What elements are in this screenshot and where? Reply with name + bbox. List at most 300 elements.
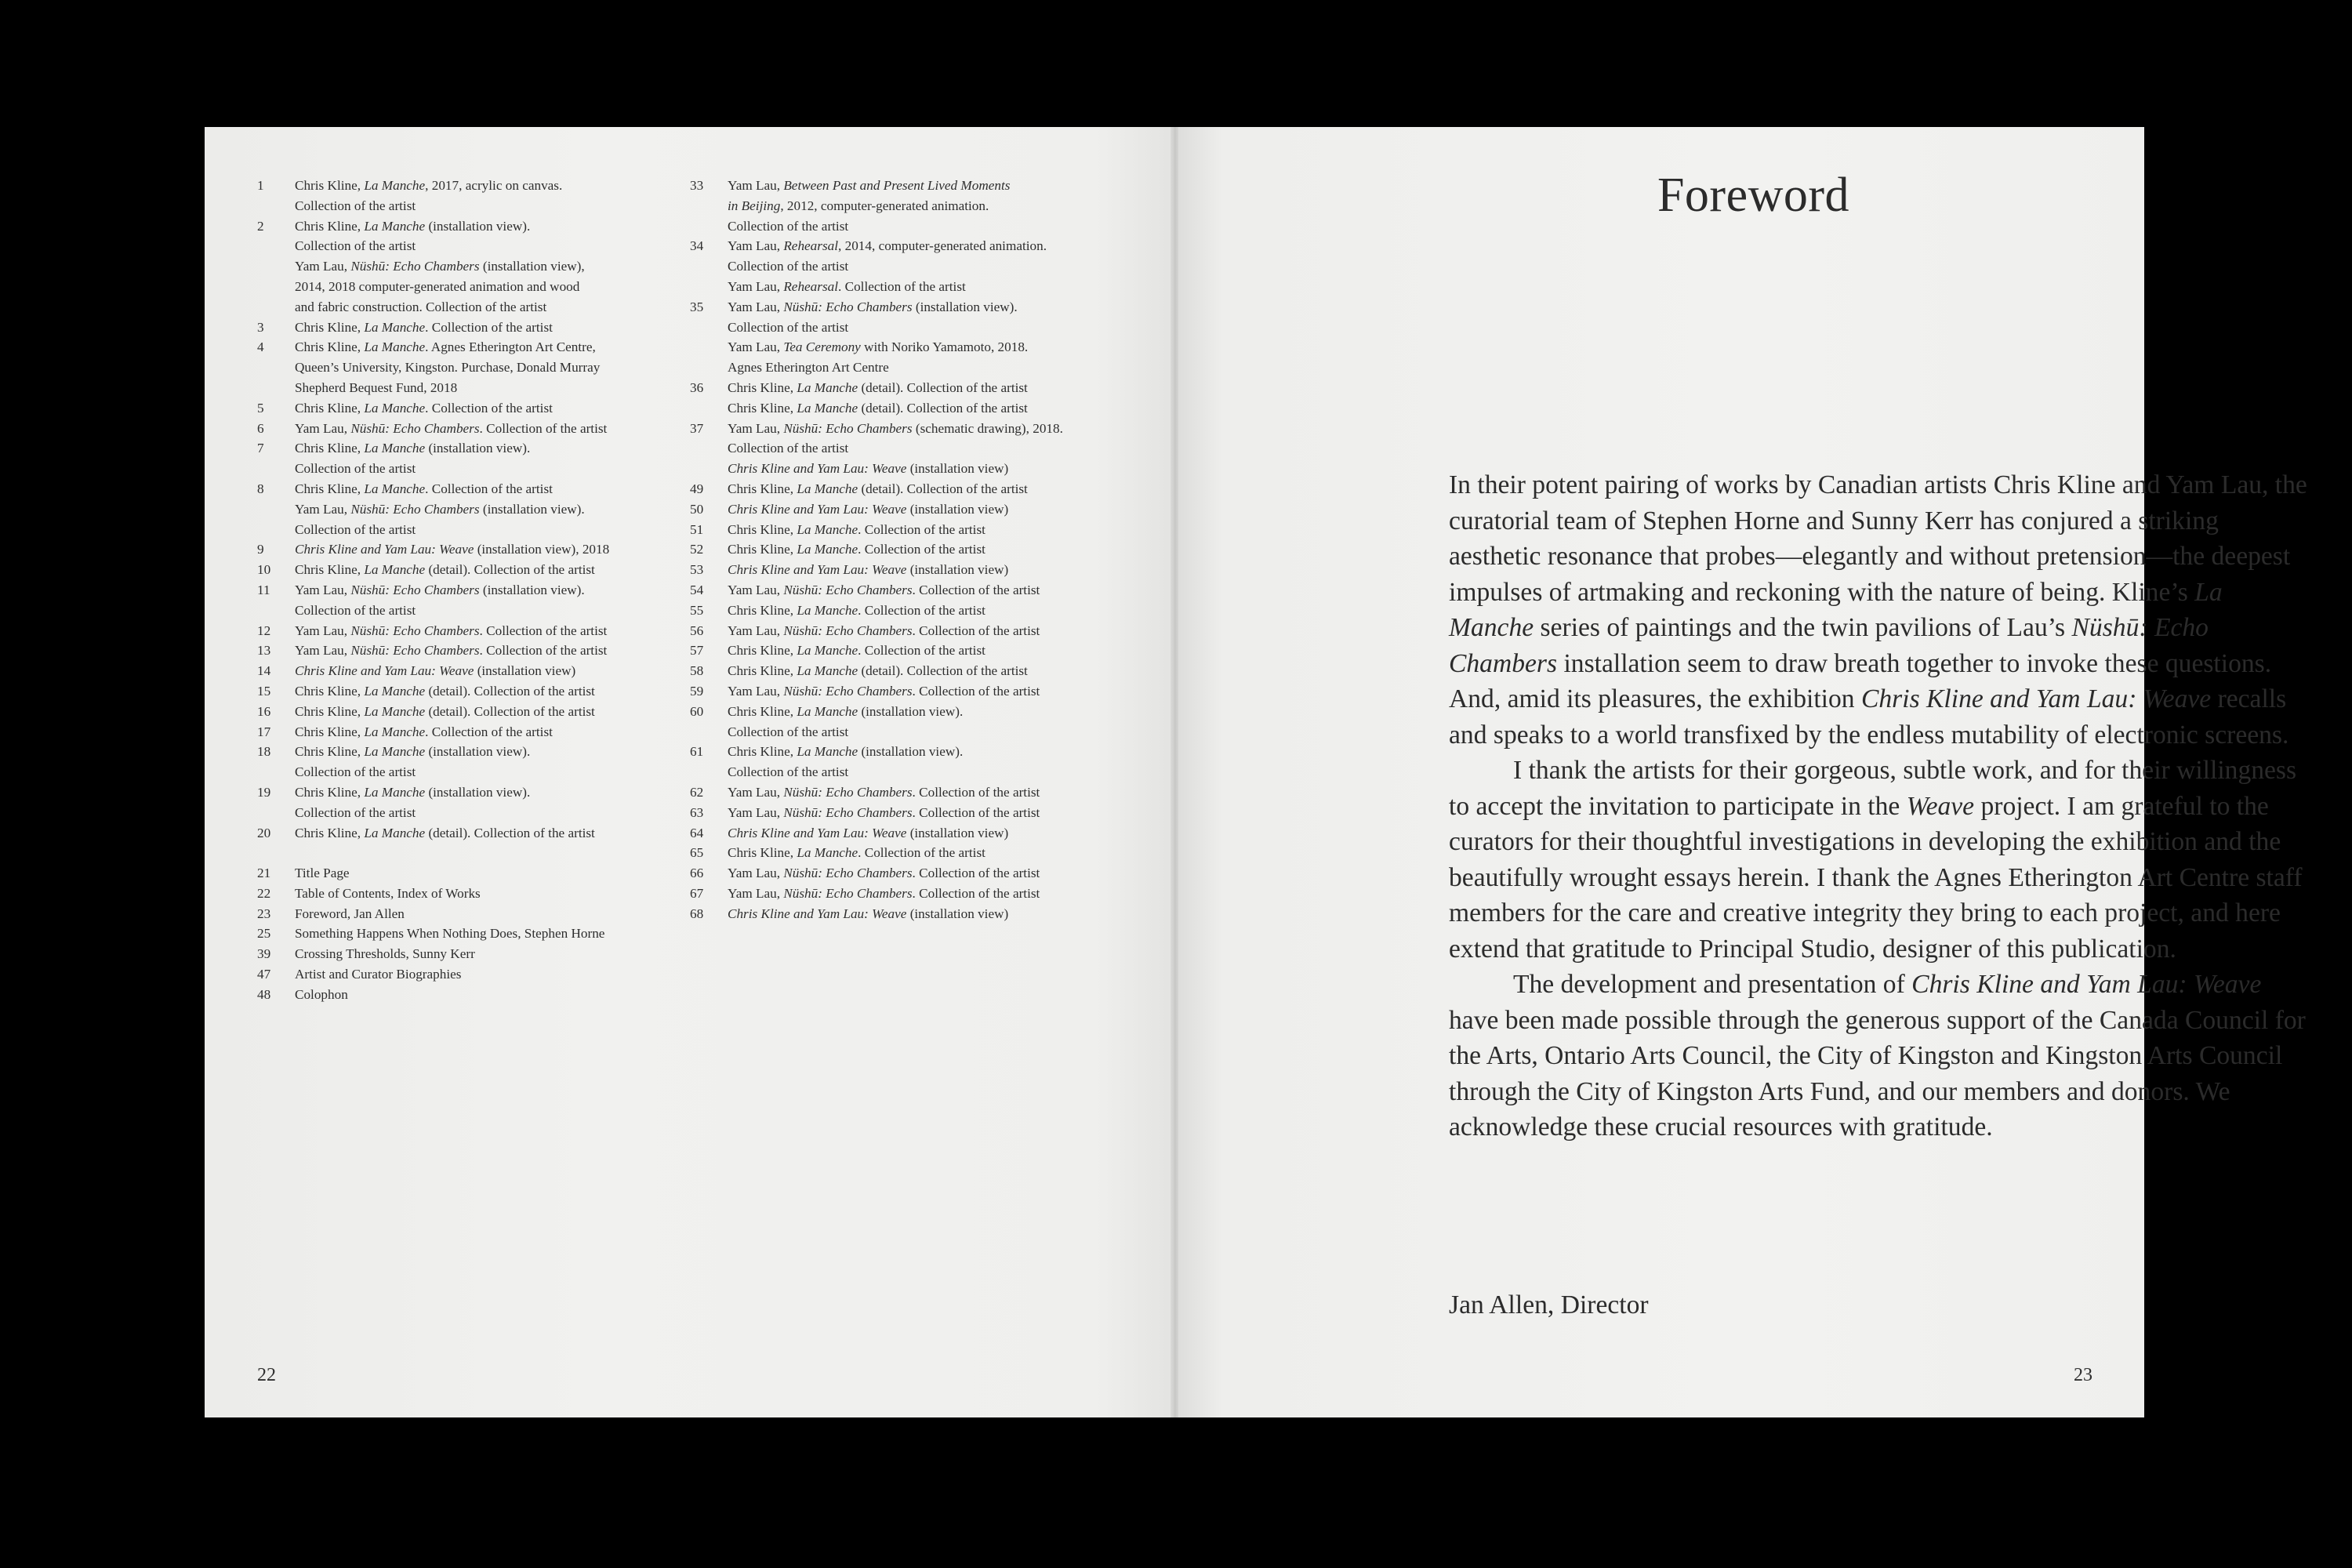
entry-caption	[728, 782, 1129, 803]
italic-title-text: Nüshū: Echo Chambers	[783, 420, 913, 436]
index-entry	[257, 539, 665, 560]
text-fragment: Yam Lau,	[295, 582, 351, 597]
entry-caption	[728, 378, 1129, 419]
italic-title-text: Chris Kline and Yam Lau: Weave	[728, 562, 907, 578]
index-entry	[257, 702, 665, 722]
text-fragment: . Agnes Etherington Art Centre, Queen’s University, Kingston. Purchase, Donald Murray Shepherd Bequest Fund, 2018	[295, 339, 601, 395]
text-fragment: (installation view). Collection of the artist	[728, 703, 964, 739]
text-fragment: . Collection of the artist	[858, 845, 985, 861]
entry-page-number: 13	[257, 643, 271, 659]
entry-page-number: 23	[257, 906, 271, 921]
left-page	[205, 127, 1174, 1417]
index-entry	[257, 560, 665, 580]
italic-title-text: La Manche	[364, 562, 426, 578]
italic-title-text: La Manche	[797, 521, 858, 537]
text-fragment: installation seem to draw breath together to invoke these questions. And, amid its pleasures, the exhibition	[1449, 648, 2272, 713]
italic-title-text: Chris Kline and Yam Lau: Weave	[728, 461, 907, 477]
index-entry	[690, 539, 1129, 560]
entry-page-number: 68	[690, 906, 704, 921]
index-entry	[257, 904, 665, 924]
index-entry	[690, 176, 1129, 236]
text-fragment: Yam Lau,	[728, 299, 784, 314]
entry-caption: Title Page	[295, 866, 350, 881]
entry-caption	[728, 176, 1129, 236]
text-fragment: , 2012, computer-generated animation. Collection of the artist	[728, 198, 989, 234]
entry-caption	[295, 580, 665, 621]
text-fragment: Chris Kline,	[295, 825, 365, 840]
index-entry	[690, 378, 1129, 419]
index-entry	[257, 479, 665, 539]
text-fragment: (installation view). Collection of the artist Yam Lau,	[728, 299, 1018, 355]
foreword-paragraph	[1449, 753, 2311, 967]
text-fragment: In their potent pairing of works by Canadian artists Chris Kline and Yam Lau, the curatorial team of Stephen Horne and Sunny Kerr has conjured a striking aesthetic resonance that probes—elegantly and without pretension—the deepest impulses of artmaking and reckoning with the nature of being. Kline’s	[1449, 470, 2307, 607]
italic-title-text: Chris Kline and Yam Lau: Weave	[295, 542, 474, 557]
index-entry	[690, 782, 1129, 803]
entry-page-number: 49	[690, 481, 704, 496]
entry-caption	[728, 479, 1129, 499]
entry-caption	[728, 742, 1129, 782]
italic-title-text: La Manche	[364, 319, 426, 335]
foreword-paragraph	[1449, 967, 2311, 1145]
index-entry	[690, 560, 1129, 580]
text-fragment: (installation view)	[906, 501, 1009, 517]
entry-page-number: 54	[690, 582, 704, 597]
text-fragment: Chris Kline,	[295, 400, 365, 416]
entry-page-number: 17	[257, 724, 271, 739]
text-fragment: (installation view)	[474, 663, 576, 679]
entry-page-number: 57	[690, 643, 704, 659]
entry-caption	[728, 419, 1129, 479]
entry-caption	[728, 823, 1129, 844]
entry-caption	[295, 318, 665, 338]
entry-caption	[728, 702, 1129, 742]
italic-title-text: La Manche	[364, 441, 426, 456]
text-fragment: (detail). Collection of the artist	[425, 683, 595, 699]
text-fragment: Chris Kline,	[728, 643, 797, 659]
index-of-works-list	[257, 176, 665, 843]
entry-caption	[295, 560, 665, 580]
index-entry	[690, 742, 1129, 782]
entry-page-number: 36	[690, 379, 704, 395]
entry-caption	[728, 297, 1129, 378]
entry-caption: Table of Contents, Index of Works	[295, 885, 481, 901]
text-fragment: . Collection of the artist	[912, 683, 1040, 699]
entry-page-number: 50	[690, 501, 704, 517]
italic-title-text: Nüshū: Echo Chambers	[783, 622, 913, 638]
index-entry	[257, 681, 665, 702]
entry-caption	[728, 661, 1129, 681]
index-entry	[690, 499, 1129, 520]
italic-title-text: Nüshū: Echo Chambers	[783, 582, 913, 597]
booklet-spread	[205, 127, 2307, 1417]
index-entry	[690, 884, 1129, 904]
text-fragment: (detail). Collection of the artist	[858, 481, 1028, 496]
foreword-paragraph	[1449, 467, 2311, 753]
text-fragment: . Collection of the artist	[858, 542, 985, 557]
text-fragment: (schematic drawing), 2018. Collection of the artist	[728, 420, 1063, 456]
text-fragment: Yam Lau,	[728, 238, 784, 254]
italic-title-text: La Manche	[797, 602, 858, 618]
entry-page-number: 62	[690, 784, 704, 800]
italic-title-text: La Manche	[364, 339, 426, 355]
entry-page-number: 56	[690, 622, 704, 638]
text-fragment: (detail). Collection of the artist Chris Kline,	[728, 379, 1028, 416]
index-entry	[690, 681, 1129, 702]
right-page	[1174, 127, 2307, 1417]
italic-title-text: La Manche	[797, 379, 858, 395]
index-of-works-list-continued	[690, 176, 1129, 924]
text-fragment: Chris Kline,	[295, 441, 365, 456]
italic-title-text: La Manche	[797, 845, 858, 861]
entry-page-number: 60	[690, 703, 704, 719]
entry-page-number: 39	[257, 946, 271, 962]
entry-page-number: 10	[257, 562, 271, 578]
entry-caption	[728, 580, 1129, 601]
index-entry	[257, 419, 665, 439]
text-fragment: (installation view). Collection of the artist	[728, 744, 964, 780]
italic-title-text: Chris Kline and Yam Lau: Weave	[295, 663, 474, 679]
italic-title-text: Rehearsal	[783, 238, 839, 254]
text-fragment: . Collection of the artist	[858, 521, 985, 537]
entry-page-number: 48	[257, 986, 271, 1002]
index-entry	[257, 782, 665, 823]
entry-caption	[295, 216, 665, 318]
list-spacer	[257, 843, 665, 863]
entry-page-number: 58	[690, 663, 704, 679]
entry-caption	[295, 621, 665, 641]
index-entry	[690, 702, 1129, 742]
text-fragment: (installation view). Collection of the artist	[295, 441, 531, 477]
italic-title-text: Nüshū: Echo Chambers	[350, 501, 480, 517]
text-fragment: (installation view). Collection of the artist	[295, 744, 531, 780]
text-fragment: Yam Lau,	[728, 804, 784, 820]
entry-page-number: 33	[690, 178, 704, 193]
text-fragment: Yam Lau,	[295, 643, 351, 659]
italic-title-text: Nüshū: Echo Chambers	[783, 683, 913, 699]
entry-caption	[295, 722, 665, 742]
index-entry	[257, 944, 665, 964]
text-fragment: Chris Kline,	[295, 218, 365, 234]
entry-caption	[295, 398, 665, 419]
italic-title-text: Nüshū: Echo Chambers	[1449, 613, 2209, 678]
entry-caption	[295, 479, 665, 539]
entry-caption	[295, 661, 665, 681]
text-fragment: Yam Lau,	[728, 178, 784, 193]
italic-title-text: La Manche	[364, 724, 426, 739]
index-entry	[257, 641, 665, 661]
text-fragment: . Collection of the artist	[479, 622, 608, 638]
index-entry	[257, 621, 665, 641]
text-fragment: Yam Lau,	[728, 622, 784, 638]
text-fragment: Chris Kline,	[728, 663, 797, 679]
entry-page-number: 64	[690, 825, 704, 840]
entry-page-number: 15	[257, 683, 271, 699]
text-fragment: Yam Lau,	[728, 582, 784, 597]
page-number-right: 23	[2074, 1365, 2092, 1385]
italic-title-text: Nüshū: Echo Chambers	[783, 885, 913, 901]
entry-page-number: 3	[257, 319, 264, 335]
italic-title-text: Nüshū: Echo Chambers	[350, 420, 480, 436]
index-entry	[257, 884, 665, 904]
italic-title-text: Chris Kline and Yam Lau: Weave	[1911, 970, 2262, 999]
italic-title-text: La Manche	[797, 481, 858, 496]
text-fragment: Chris Kline,	[728, 542, 797, 557]
text-fragment: Yam Lau,	[728, 866, 784, 881]
italic-title-text: La Manche	[797, 703, 858, 719]
text-fragment: (installation view)	[906, 562, 1009, 578]
text-fragment: (detail). Collection of the artist	[858, 400, 1028, 416]
entry-caption: Colophon	[295, 986, 348, 1002]
text-fragment: . Collection of the artist	[912, 784, 1040, 800]
index-entry	[257, 398, 665, 419]
entry-caption	[728, 884, 1129, 904]
entry-caption	[728, 863, 1129, 884]
spine-gutter	[1171, 127, 1178, 1417]
italic-title-text: La Manche	[364, 481, 426, 496]
italic-title-text: Nüshū: Echo Chambers	[350, 622, 480, 638]
index-column-right	[690, 176, 1129, 924]
text-fragment: , 2017, acrylic on canvas. Collection of the artist	[295, 178, 563, 213]
text-fragment: Chris Kline,	[728, 521, 797, 537]
entry-caption	[728, 499, 1129, 520]
index-entry	[257, 337, 665, 397]
index-entry	[690, 236, 1129, 296]
text-fragment: Chris Kline,	[295, 319, 365, 335]
text-fragment: Chris Kline,	[295, 178, 365, 193]
entry-caption: Something Happens When Nothing Does, Stephen Horne	[295, 926, 605, 942]
text-fragment: (installation view)	[906, 461, 1009, 477]
italic-title-text: La Manche	[364, 703, 426, 719]
text-fragment: Yam Lau,	[728, 885, 784, 901]
entry-caption	[728, 641, 1129, 661]
text-fragment: , 2014, computer-generated animation. Collection of the artist Yam Lau,	[728, 238, 1047, 294]
entry-caption	[728, 904, 1129, 924]
index-entry	[690, 621, 1129, 641]
text-fragment: (installation view). Collection of the artist	[295, 784, 531, 820]
entry-caption	[728, 601, 1129, 621]
italic-title-text: La Manche	[364, 218, 426, 234]
index-entry	[257, 742, 665, 782]
entry-page-number: 52	[690, 542, 704, 557]
italic-title-text: La Manche	[364, 784, 426, 800]
entry-caption	[295, 823, 665, 844]
entry-caption	[728, 560, 1129, 580]
text-fragment: (detail). Collection of the artist	[425, 562, 595, 578]
index-entry	[257, 661, 665, 681]
entry-caption	[295, 681, 665, 702]
entry-caption	[728, 539, 1129, 560]
text-fragment: . Collection of the artist	[912, 885, 1040, 901]
text-fragment: (installation view), 2018	[474, 542, 610, 557]
italic-title-text: La Manche	[797, 663, 858, 679]
text-fragment: . Collection of the artist	[425, 724, 553, 739]
text-fragment: The development and presentation of	[1513, 970, 1912, 999]
entry-page-number: 63	[690, 804, 704, 820]
italic-title-text: Tea Ceremony	[783, 339, 861, 355]
entry-page-number: 11	[257, 582, 270, 597]
text-fragment: Chris Kline,	[295, 784, 365, 800]
italic-title-text: La Manche	[797, 542, 858, 557]
entry-caption	[295, 742, 665, 782]
index-entry	[690, 843, 1129, 863]
entry-caption: Crossing Thresholds, Sunny Kerr	[295, 946, 475, 962]
entry-caption	[728, 843, 1129, 863]
entry-page-number: 51	[690, 521, 704, 537]
entry-caption: Foreword, Jan Allen	[295, 906, 405, 921]
italic-title-text: Nüshū: Echo Chambers	[783, 784, 913, 800]
italic-title-text: La Manche	[1449, 577, 2223, 642]
entry-page-number: 25	[257, 926, 271, 942]
entry-page-number: 12	[257, 622, 271, 638]
entry-page-number: 34	[690, 238, 704, 254]
foreword-body	[1449, 467, 2311, 1145]
text-fragment: Chris Kline,	[728, 703, 797, 719]
entry-caption	[728, 681, 1129, 702]
text-fragment: series of paintings and the twin pavilions of Lau’s	[1534, 613, 2072, 642]
index-entry	[690, 863, 1129, 884]
index-entry	[690, 904, 1129, 924]
entry-page-number: 2	[257, 218, 264, 234]
entry-page-number: 7	[257, 441, 264, 456]
italic-title-text: La Manche	[364, 178, 426, 193]
italic-title-text: La Manche	[364, 683, 426, 699]
italic-title-text: Nüshū: Echo Chambers	[783, 866, 913, 881]
entry-caption	[295, 176, 665, 216]
index-entry	[690, 520, 1129, 540]
page-number-left: 22	[257, 1365, 276, 1385]
index-entry	[690, 479, 1129, 499]
entry-page-number: 19	[257, 784, 271, 800]
index-entry	[257, 580, 665, 621]
text-fragment: Chris Kline,	[295, 339, 365, 355]
italic-title-text: La Manche	[364, 825, 426, 840]
text-fragment: Yam Lau,	[295, 622, 351, 638]
text-fragment: . Collection of the artist	[912, 866, 1040, 881]
index-column-left	[257, 176, 665, 1005]
text-fragment: (installation view). Collection of the artist	[295, 501, 585, 537]
entry-caption	[295, 419, 665, 439]
text-fragment: with Noriko Yamamoto, 2018. Agnes Etherington Art Centre	[728, 339, 1029, 376]
entry-page-number: 59	[690, 683, 704, 699]
text-fragment: . Collection of the artist	[912, 582, 1040, 597]
entry-page-number: 5	[257, 400, 264, 416]
entry-caption	[295, 702, 665, 722]
entry-caption	[728, 621, 1129, 641]
text-fragment: Yam Lau,	[728, 784, 784, 800]
text-fragment: Chris Kline,	[295, 562, 365, 578]
index-entry	[690, 580, 1129, 601]
entry-page-number: 1	[257, 178, 264, 193]
text-fragment: (detail). Collection of the artist	[425, 825, 595, 840]
entry-caption	[295, 539, 665, 560]
text-fragment: Chris Kline,	[295, 724, 365, 739]
text-fragment: Chris Kline,	[295, 683, 365, 699]
text-fragment: . Collection of the artist	[912, 804, 1040, 820]
entry-page-number: 55	[690, 602, 704, 618]
entry-page-number: 53	[690, 562, 704, 578]
entry-caption	[295, 782, 665, 823]
italic-title-text: Chris Kline and Yam Lau: Weave	[728, 825, 907, 840]
text-fragment: . Collection of the artist	[858, 602, 985, 618]
italic-title-text: La Manche	[797, 400, 858, 416]
text-fragment: . Collection of the artist	[912, 622, 1040, 638]
entry-caption	[295, 641, 665, 661]
text-fragment: Chris Kline,	[295, 744, 365, 760]
text-fragment: Yam Lau,	[728, 683, 784, 699]
index-entry	[690, 803, 1129, 823]
entry-page-number: 22	[257, 885, 271, 901]
index-entry	[690, 641, 1129, 661]
text-fragment: . Collection of the artist	[479, 420, 608, 436]
entry-page-number: 14	[257, 663, 271, 679]
text-fragment: . Collection of the artist	[838, 278, 966, 294]
text-fragment: have been made possible through the generous support of the Canada Council for the Arts, Ontario Arts Council, the City of Kingston and Kingston Arts Council through the City of Kingston Arts Fund, and our members and donors. We acknowledge these crucial resources with gratitude.	[1449, 1005, 2306, 1142]
italic-title-text: Chris Kline and Yam Lau: Weave	[728, 501, 907, 517]
entry-page-number: 18	[257, 744, 271, 760]
text-fragment: Chris Kline,	[295, 703, 365, 719]
index-entry	[257, 438, 665, 479]
table-of-contents	[257, 863, 665, 1005]
index-entry	[257, 823, 665, 844]
italic-title-text: Nüshū: Echo Chambers	[350, 643, 480, 659]
entry-page-number: 16	[257, 703, 271, 719]
text-fragment: (installation view)	[906, 825, 1009, 840]
entry-caption	[728, 520, 1129, 540]
entry-page-number: 35	[690, 299, 704, 314]
index-entry	[257, 985, 665, 1005]
italic-title-text: La Manche	[797, 744, 858, 760]
entry-page-number: 8	[257, 481, 264, 496]
text-fragment: . Collection of the artist	[425, 400, 553, 416]
italic-title-text: Chris Kline and Yam Lau: Weave	[728, 906, 907, 921]
index-entry	[257, 318, 665, 338]
index-entry	[690, 823, 1129, 844]
italic-title-text: La Manche	[364, 400, 426, 416]
entry-page-number: 65	[690, 845, 704, 861]
italic-title-text: La Manche	[364, 744, 426, 760]
index-entry	[257, 216, 665, 318]
text-fragment: (detail). Collection of the artist	[858, 663, 1028, 679]
text-fragment: (installation view). Collection of the artist Yam Lau,	[295, 218, 531, 274]
entry-caption	[295, 337, 665, 397]
entry-page-number: 67	[690, 885, 704, 901]
text-fragment: (detail). Collection of the artist	[425, 703, 595, 719]
text-fragment: Yam Lau,	[295, 420, 351, 436]
index-entry	[690, 419, 1129, 479]
italic-title-text: Weave	[1906, 791, 1975, 821]
index-entry	[257, 863, 665, 884]
text-fragment: project. I am grateful to the curators for their thoughtful investigations in developing the exhibition and the beautifully wrought essays herein. I thank the Agnes Etherington Art Centre staff members for the care and creative integrity they bring to each project, and here extend that gratitude to Principal Studio, designer of this publication.	[1449, 791, 2303, 964]
index-entry	[257, 964, 665, 985]
signature: Jan Allen, Director	[1449, 1290, 1649, 1319]
entry-caption: Artist and Curator Biographies	[295, 967, 462, 982]
entry-page-number: 37	[690, 420, 704, 436]
text-fragment: Chris Kline,	[728, 845, 797, 861]
entry-caption	[295, 438, 665, 479]
entry-page-number: 6	[257, 420, 264, 436]
text-fragment: recalls and speaks to a world transfixed by the endless mutability of electronic screens.	[1449, 684, 2289, 750]
entry-page-number: 66	[690, 866, 704, 881]
entry-page-number: 21	[257, 866, 271, 881]
italic-title-text: La Manche	[797, 643, 858, 659]
text-fragment: Chris Kline,	[728, 481, 797, 496]
page-title: Foreword	[1657, 169, 1850, 222]
italic-title-text: Rehearsal	[783, 278, 839, 294]
text-fragment: . Collection of the artist	[425, 319, 553, 335]
text-fragment: . Collection of the artist	[858, 643, 985, 659]
text-fragment: . Collection of the artist Yam Lau,	[295, 481, 553, 517]
italic-title-text: Nüshū: Echo Chambers	[350, 259, 480, 274]
